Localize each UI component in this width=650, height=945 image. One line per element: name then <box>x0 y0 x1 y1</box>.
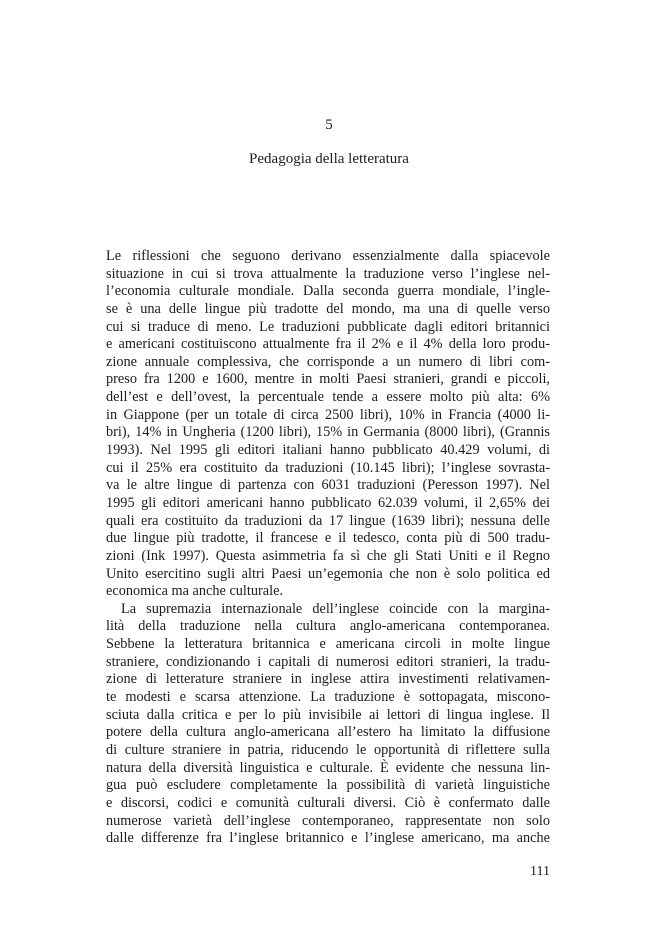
chapter-title: Pedagogia della letteratura <box>249 151 409 167</box>
text-line: zioni (Ink 1997). Questa asimmetria fa sì che gli Stati Uniti e il Regno <box>106 547 550 564</box>
text-line: gua può escludere completamente la possibilità di varietà linguistiche <box>106 777 550 794</box>
text-line: se è una delle lingue più tradotte del mondo, ma una di quelle verso <box>106 300 550 317</box>
text-line: quali era costituito da traduzioni da 17 lingue (1639 libri); nessuna delle <box>106 512 550 529</box>
text-line: sciuta dalla critica e per lo più invisibile ai lettori di lingua inglese. Il <box>106 706 550 723</box>
text-line: zione di letterature straniere in inglese attira investimenti relativamen- <box>106 671 550 688</box>
text-line: lità della traduzione nella cultura anglo-americana contemporanea. <box>106 618 550 635</box>
text-line: Le riflessioni che seguono derivano essenzialmente dalla spiacevole <box>106 248 550 264</box>
text-line: dalle differenze fra l’inglese britannico e l’inglese americano, ma anche <box>106 830 550 847</box>
text-line: e discorsi, codici e comunità culturali diversi. Ciò è confermato dalle <box>106 794 550 811</box>
text-line: va le altre lingue di partenza con 6031 traduzioni (Peresson 1997). Nel <box>106 477 550 494</box>
paragraph <box>106 248 550 601</box>
text-line: situazione in cui si trova attualmente la traduzione verso l’inglese nel- <box>106 265 550 282</box>
text-line: due lingue più tradotte, il francese e il tedesco, conta più di 500 tradu- <box>106 530 550 547</box>
text-line: in Giappone (per un totale di circa 2500 libri), 10% in Francia (4000 li- <box>106 406 550 423</box>
text-line: Sebbene la letteratura britannica e americana circoli in molte lingue <box>106 636 550 653</box>
text-line: preso fra 1200 e 1600, mentre in molti Paesi stranieri, grandi e piccoli, <box>106 371 550 388</box>
text-line: di culture straniere in patria, riducendo le opportunità di riflettere sulla <box>106 741 550 758</box>
text-line: te modesti e scarsa attenzione. La traduzione è sottopagata, miscono- <box>106 689 550 706</box>
text-line: cui si traduce di meno. Le traduzioni pubblicate dagli editori britannici <box>106 318 550 335</box>
text-line: cui il 25% era costituito da traduzioni (10.145 libri); l’inglese sovrasta- <box>106 459 550 476</box>
text-line: 1995 gli editori americani hanno pubblicato 62.039 volumi, il 2,65% dei <box>106 494 550 511</box>
chapter-number: 5 <box>325 117 333 133</box>
text-line: l’economia culturale mondiale. Dalla seconda guerra mondiale, l’ingle- <box>106 283 550 300</box>
text-line: economica ma anche culturale. <box>106 583 284 600</box>
text-line: straniere, condizionando i capitali di numerosi editori stranieri, la tradu- <box>106 653 550 670</box>
text-line: numerose varietà dell’inglese contemporaneo, rappresentate non solo <box>106 812 550 829</box>
text-line: dell’est e dell’ovest, la percentuale tende a essere molto più alta: 6% <box>106 389 550 406</box>
text-line: zione annuale complessiva, che corrisponde a un numero di libri com- <box>106 353 550 370</box>
text-line: potere della cultura anglo-americana all’estero ha limitato la diffusione <box>106 724 550 741</box>
body-text <box>106 248 550 848</box>
page-number: 111 <box>530 864 550 879</box>
text-line: 1993). Nel 1995 gli editori italiani hanno pubblicato 40.429 volumi, di <box>106 442 550 459</box>
text-line: bri), 14% in Ungheria (1200 libri), 15% in Germania (8000 libri), (Grannis <box>106 424 550 441</box>
text-line: natura della diversità linguistica e culturale. È evidente che nessuna lin- <box>106 759 550 776</box>
text-line: La supremazia internazionale dell’inglese coincide con la margina- <box>121 600 550 617</box>
text-line: Unito esercitino sugli altri Paesi un’egemonia che non è solo politica ed <box>106 565 550 582</box>
text-line: e americani costituiscono attualmente fra il 2% e il 4% della loro produ- <box>106 336 550 353</box>
paragraph <box>106 601 550 848</box>
